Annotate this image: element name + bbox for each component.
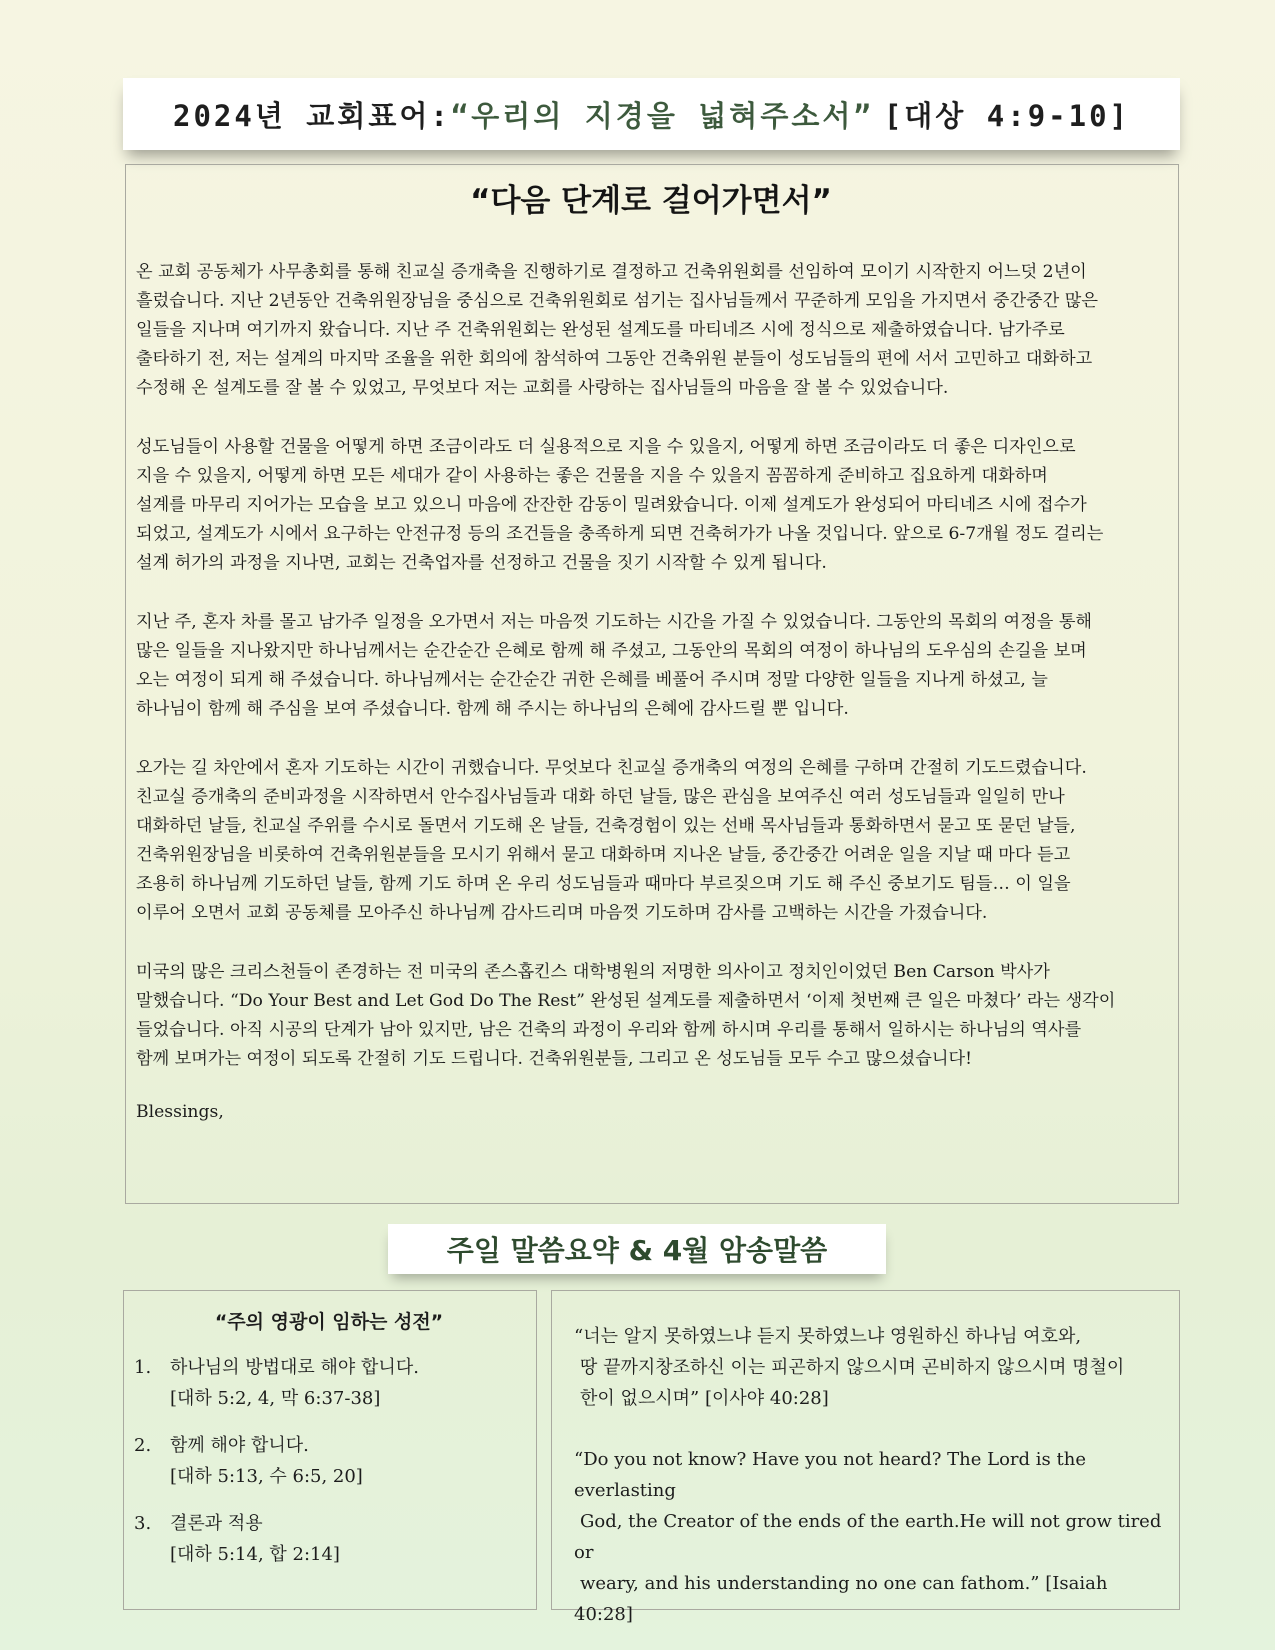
letter-closing: Blessings,: [136, 1102, 224, 1122]
memory-verse-korean: [574, 1321, 1165, 1414]
memory-verse-english: [574, 1444, 1165, 1630]
text-line: 지난 주, 혼자 차를 몰고 남가주 일정을 오가면서 저는 마음껏 기도하는 시간을 가질 수 있었습니다. 그동안의 목회의 여정을 통해: [136, 612, 1093, 632]
text-line: 하나님이 함께 해 주심을 보여 주셨습니다. 함께 해 주시는 하나님의 은혜에 감사드릴 뿐 입니다.: [136, 699, 849, 719]
text-line: 미국의 많은 크리스천들이 존경하는 전 미국의 존스홉킨스 대학병원의 저명한 의사이고 정치인이었던 Ben Carson 박사가: [136, 962, 1050, 982]
text-line: 오는 여정이 되게 해 주셨습니다. 하나님께서는 순간순간 귀한 은혜를 베풀어 주시며 정말 다양한 일들을 지나게 하셨고, 늘: [136, 670, 1048, 690]
letter-paragraph: [136, 608, 1166, 724]
memory-verse: [551, 1290, 1180, 1625]
text-line: 온 교회 공동체가 사무총회를 통해 친교실 증개축을 진행하기로 결정하고 건축위원회를 선임하여 모이기 시작한지 어느덧 2년이: [136, 262, 1087, 282]
text-line: 친교실 증개축의 준비과정을 시작하면서 안수집사님들과 대화 하던 날들, 많은 관심을 보여주신 여러 성도님들과 일일히 만나: [136, 787, 1065, 807]
point-text: 하나님의 방법대로 해야 합니다.: [170, 1357, 419, 1378]
letter-paragraph: [136, 958, 1166, 1074]
letter-paragraph: [136, 258, 1166, 403]
text-line: 흘렀습니다. 지난 2년동안 건축위원장님을 중심으로 건축위원회로 섬기는 집사님들께서 꾸준하게 모임을 가지면서 중간중간 많은: [136, 291, 1098, 311]
text-line: 함께 보며가는 여정이 되도록 간절히 기도 드립니다. 건축위원분들, 그리고 온 성도님들 모두 수고 많으셨습니다!: [136, 1049, 973, 1069]
sermon-summary: [123, 1290, 537, 1610]
verse-line: “너는 알지 못하였느냐 듣지 못하였느냐 영원하신 하나님 여호와,: [574, 1326, 1082, 1347]
text-line: 설계 허가의 과정을 지나면, 교회는 건축업자를 선정하고 건물을 짓기 시작할 수 있게 됩니다.: [136, 553, 827, 573]
point-number: 3.: [134, 1513, 152, 1534]
sermon-point: [134, 1508, 524, 1570]
text-line: 수정해 온 설계도를 잘 볼 수 있었고, 무엇보다 저는 교회를 사랑하는 집사님들의 마음을 잘 볼 수 있었습니다.: [136, 378, 949, 398]
point-reference: [대하 5:14, 합 2:14]: [170, 1544, 340, 1565]
verse-line: 땅 끝까지창조하신 이는 피곤하지 않으시며 곤비하지 않으시며 명철이: [580, 1357, 1125, 1378]
verse-line: God, the Creator of the ends of the earth.He will not grow tired or: [574, 1511, 1162, 1563]
motto-text: “우리의 지경을 넓혀주소서”: [450, 98, 874, 133]
letter-paragraph: [136, 754, 1166, 928]
point-text: 결론과 적용: [170, 1513, 263, 1534]
motto-banner: [123, 78, 1180, 150]
point-body: [170, 1430, 524, 1492]
text-line: 일들을 지나며 여기까지 왔습니다. 지난 주 건축위원회는 완성된 설계도를 마티네즈 시에 정식으로 제출하였습니다. 남가주로: [136, 320, 1065, 340]
text-line: 많은 일들을 지나왔지만 하나님께서는 순간순간 은혜로 함께 해 주셨고, 그동안의 목회의 여정이 하나님의 도우심의 손길을 보며: [136, 641, 1087, 661]
point-body: [170, 1508, 524, 1570]
point-reference: [대하 5:2, 4, 막 6:37-38]: [170, 1388, 381, 1409]
motto-reference: [대상 4:9-10]: [883, 98, 1130, 133]
text-line: 조용히 하나님께 기도하던 날들, 함께 기도 하며 온 우리 성도님들과 때마다 부르짖으며 기도 해 주신 중보기도 팀들… 이 일을: [136, 874, 1071, 894]
point-body: [170, 1352, 524, 1414]
verse-line: “Do you not know? Have you not heard? The Lord is the everlasting: [574, 1449, 1086, 1501]
text-line: 출타하기 전, 저는 설계의 마지막 조율을 위한 회의에 참석하여 그동안 건축위원 분들이 성도님들의 편에 서서 고민하고 대화하고: [136, 349, 1093, 369]
text-line: 성도님들이 사용할 건물을 어떻게 하면 조금이라도 더 실용적으로 지을 수 있을지, 어떻게 하면 조금이라도 더 좋은 디자인으로: [136, 437, 1076, 457]
sermon-title: “주의 영광이 임하는 성전”: [214, 1311, 444, 1333]
text-line: 들었습니다. 아직 시공의 단계가 남아 있지만, 남은 건축의 과정이 우리와 함께 하시며 우리를 통해서 일하시는 하나님의 역사를: [136, 1020, 1082, 1040]
text-line: 되었고, 설계도가 시에서 요구하는 안전규정 등의 조건들을 충족하게 되면 건축허가가 나올 것입니다. 앞으로 6-7개월 정도 걸리는: [136, 524, 1104, 544]
letter-title: “다음 단계로 걸어가면서”: [470, 183, 832, 219]
letter-paragraph: [136, 433, 1166, 578]
verse-line: weary, and his understanding no one can fathom.” [Isaiah 40:28]: [574, 1573, 1108, 1625]
pastor-letter: [125, 164, 1179, 1204]
text-line: 지을 수 있을지, 어떻게 하면 모든 세대가 같이 사용하는 좋은 건물을 지을 수 있을지 꼼꼼하게 준비하고 집요하게 대화하며: [136, 466, 1048, 486]
text-line: 건축위원장님을 비롯하여 건축위원분들을 모시기 위해서 묻고 대화하며 지나온 날들, 중간중간 어려운 일을 지날 때 마다 듣고: [136, 845, 1071, 865]
text-line: 오가는 길 차안에서 혼자 기도하는 시간이 귀했습니다. 무엇보다 친교실 증개축의 여정의 은혜를 구하며 간절히 기도드렸습니다.: [136, 758, 1087, 778]
text-line: 말했습니다. “Do Your Best and Let God Do The Rest” 완성된 설계도를 제출하면서 ‘이제 첫번째 큰 일은 마쳤다’ 라는 생각이: [136, 991, 1116, 1011]
text-line: 대화하던 날들, 친교실 주위를 수시로 돌면서 기도해 온 날들, 건축경험이 있는 선배 목사님들과 통화하면서 묻고 또 묻던 날들,: [136, 816, 1076, 836]
sermon-point: [134, 1352, 524, 1414]
verse-line: 한이 없으시며” [이사야 40:28]: [580, 1388, 829, 1409]
text-line: 이루어 오면서 교회 공동체를 모아주신 하나님께 감사드리며 마음껏 기도하며 감사를 고백하는 시간을 가졌습니다.: [136, 903, 988, 923]
point-reference: [대하 5:13, 수 6:5, 20]: [170, 1466, 363, 1487]
point-number: 2.: [134, 1435, 152, 1456]
sermon-point: [134, 1430, 524, 1492]
point-number: 1.: [134, 1357, 152, 1378]
section-title: 주일 말씀요약 & 4월 암송말씀: [388, 1224, 886, 1274]
motto-prefix: 2024년 교회표어:: [173, 98, 451, 133]
text-line: 설계를 마무리 지어가는 모습을 보고 있으니 마음에 잔잔한 감동이 밀려왔습니다. 이제 설계도가 완성되어 마티네즈 시에 접수가: [136, 495, 1087, 515]
point-text: 함께 해야 합니다.: [170, 1435, 309, 1456]
